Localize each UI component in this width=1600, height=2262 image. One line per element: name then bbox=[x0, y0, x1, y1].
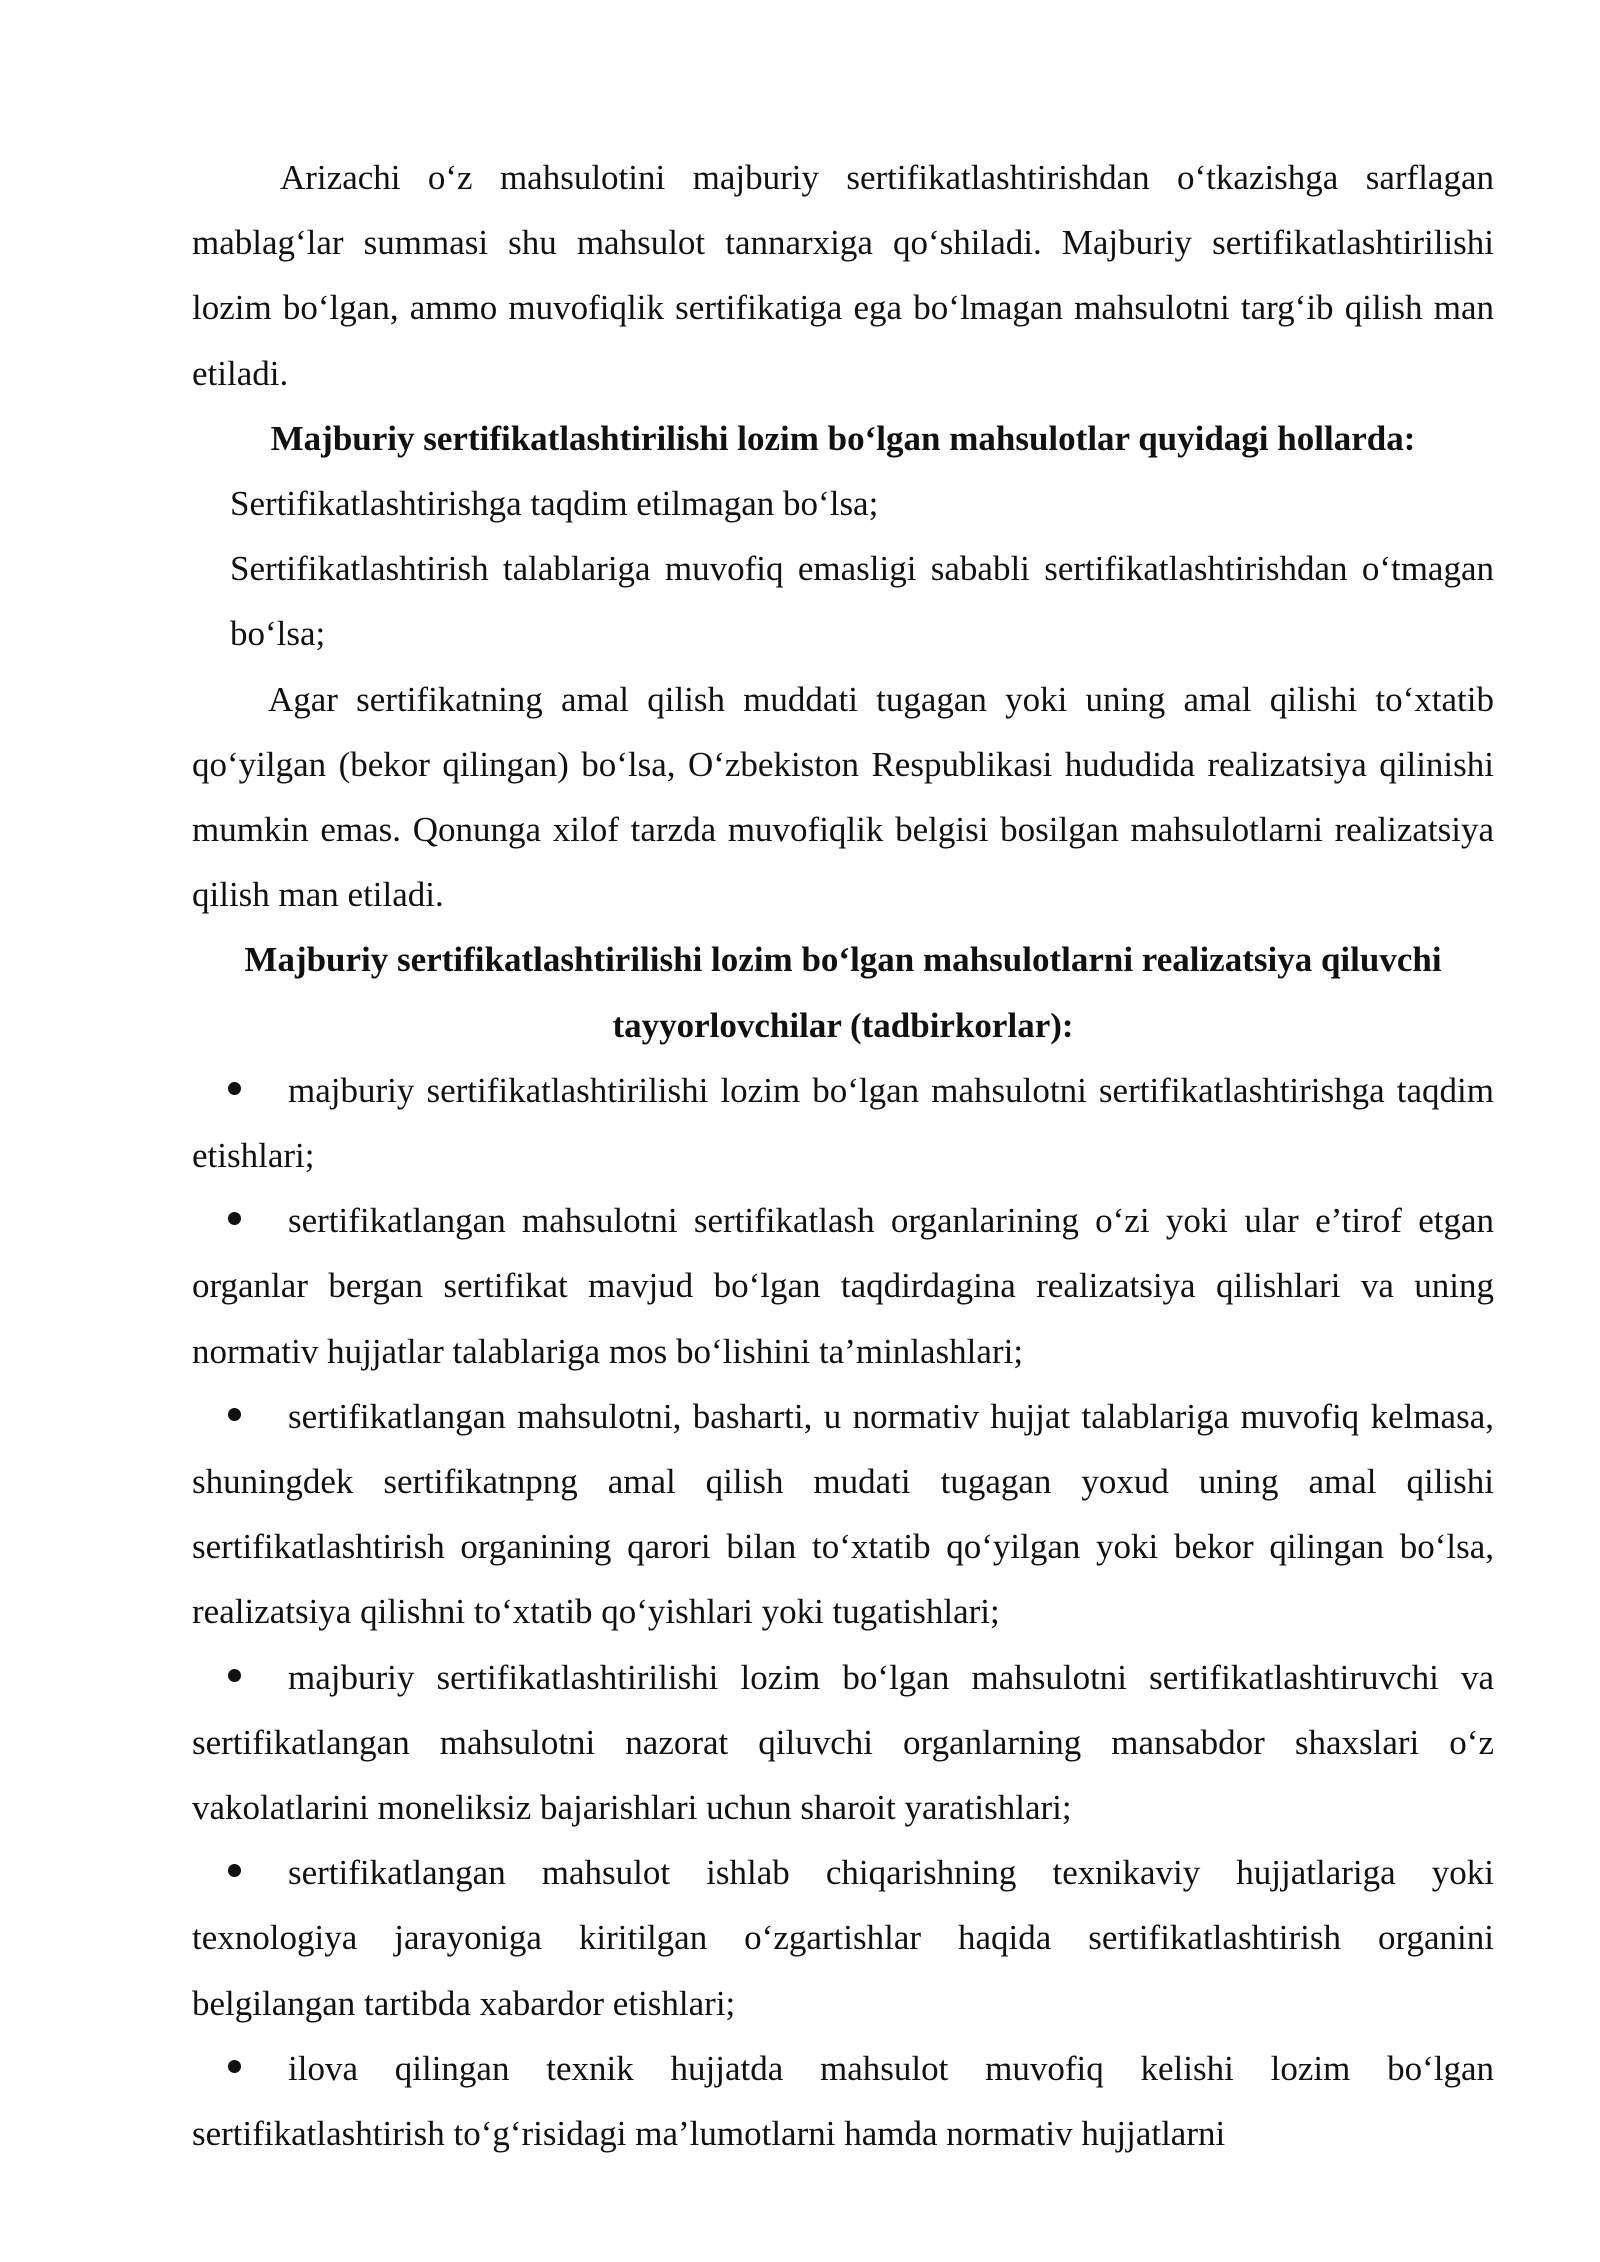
list-item bbox=[192, 1645, 1494, 1841]
bullet-dot-icon bbox=[228, 1864, 241, 1877]
heading-manufacturer-duties: Majburiy sertifikatlashtirilishi lozim bo‘lgan mahsulotlarni realizatsiya qiluvchi tayyorlovchilar (tadbirkorlar): bbox=[244, 940, 1442, 1045]
list-item bbox=[192, 1188, 1494, 1384]
list-item bbox=[192, 1840, 1494, 2036]
list-item-text: sertifikatlangan mahsulotni sertifikatlash organlarining o‘zi yoki ular e’tirof etgan organlar bergan sertifikat mavjud bo‘lgan taqdirdagina realizatsiya qilishlari va uning normativ hujjatlar talablariga mos bo‘lishini ta’minlashlari; bbox=[192, 1201, 1494, 1371]
bullet-dot-icon bbox=[228, 1669, 241, 1682]
document-page bbox=[192, 145, 1494, 2166]
list-item bbox=[192, 1058, 1494, 1188]
heading-mandatory-cases: Majburiy sertifikatlashtirilishi lozim bo‘lgan mahsulotlar quyidagi hollarda: bbox=[270, 418, 1416, 458]
list-item bbox=[192, 1384, 1494, 1645]
case-not-submitted: Sertifikatlashtirishga taqdim etilmagan bo‘lsa; bbox=[230, 484, 879, 524]
list-item-text: majburiy sertifikatlashtirilishi lozim bo‘lgan mahsulotni sertifikatlashtirishga taqdim etishlari; bbox=[192, 1070, 1494, 1176]
paragraph-cost-inclusion: Arizachi o‘z mahsulotini majburiy sertifikatlashtirishdan o‘tkazishga sarflagan mablag‘lar summasi shu mahsulot tannarxiga qo‘shiladi. Majburiy sertifikatlashtirilishi lozim bo‘lgan, ammo muvofiqlik sertifikatiga ega bo‘lmagan mahsulotni targ‘ib qilish man etiladi. bbox=[192, 158, 1494, 393]
paragraph-expired-certificate: Agar sertifikatning amal qilish muddati tugagan yoki uning amal qilishi to‘xtatib qo‘yilgan (bekor qilingan) bo‘lsa, O‘zbekiston Respublikasi hududida realizatsiya qilinishi mumkin emas. Qonunga xilof tarzda muvofiqlik belgisi bosilgan mahsulotlarni realizatsiya qilish man etiladi. bbox=[192, 679, 1494, 915]
bullet-dot-icon bbox=[228, 1082, 241, 1095]
bullet-dot-icon bbox=[228, 2060, 241, 2073]
list-item-text: sertifikatlangan mahsulotni, basharti, u normativ hujjat talablariga muvofiq kelmasa, shuningdek sertifikatnpng amal qilish mudati tugagan yoxud uning amal qilishi sertifikatlashtirish organining qarori bilan to‘xtatib qo‘yilgan yoki bekor qilingan bo‘lsa, realizatsiya qilishni to‘xtatib qo‘yishlari yoki tugatishlari; bbox=[192, 1396, 1494, 1632]
list-item bbox=[192, 2036, 1494, 2166]
list-item-text: sertifikatlangan mahsulot ishlab chiqarishning texnikaviy hujjatlariga yoki texnologiya jarayoniga kiritilgan o‘zgartishlar haqida sertifikatlashtirish organini belgilangan tartibda xabardor etishlari; bbox=[192, 1853, 1494, 2023]
bullet-dot-icon bbox=[228, 1212, 241, 1225]
list-item-text: majburiy sertifikatlashtirilishi lozim bo‘lgan mahsulotni sertifikatlashtiruvchi va sertifikatlangan mahsulotni nazorat qiluvchi organlarning mansabdor shaxslari o‘z vakolatlarini moneliksiz bajarishlari uchun sharoit yaratishlari; bbox=[192, 1657, 1494, 1828]
list-item-text: ilova qilingan texnik hujjatda mahsulot muvofiq kelishi lozim bo‘lgan sertifikatlashtirish to‘g‘risidagi ma’lumotlarni hamda normativ hujjatlarni bbox=[192, 2048, 1494, 2154]
case-not-passed: Sertifikatlashtirish talablariga muvofiq emasligi sababli sertifikatlashtirishdan o‘tmagan bo‘lsa; bbox=[230, 549, 1494, 654]
bullet-dot-icon bbox=[228, 1408, 241, 1421]
